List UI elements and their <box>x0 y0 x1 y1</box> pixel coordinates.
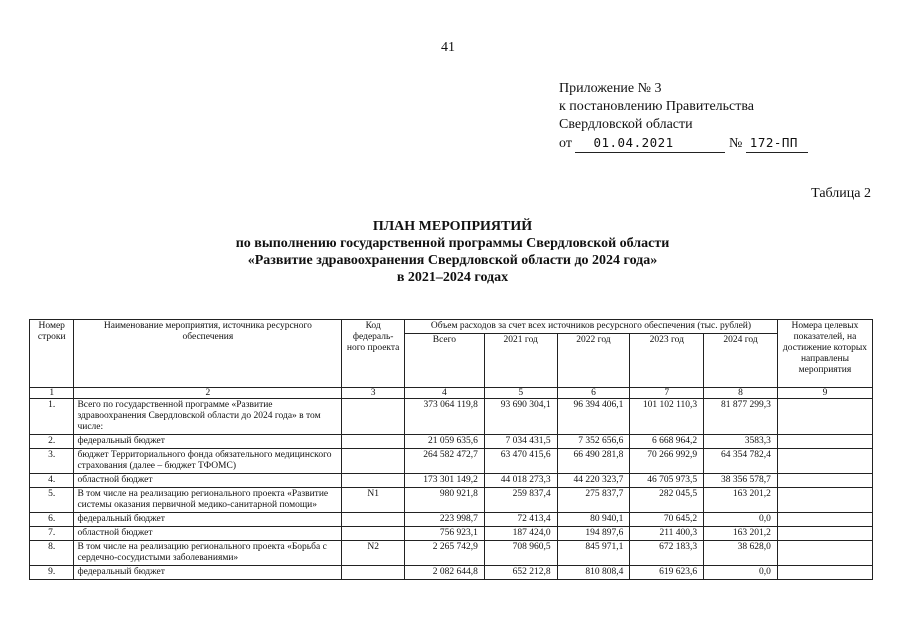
row-total: 2 082 644,8 <box>404 566 484 580</box>
title-line-2: по выполнению государственной программы Свердловской области <box>235 236 670 251</box>
row-2023: 282 045,5 <box>630 488 704 513</box>
column-number: 6 <box>557 388 630 399</box>
row-indicators <box>777 435 872 449</box>
row-name: Всего по государственной программе «Развитие здравоохранения Свердловской области до 2024 года» в том числе: <box>74 399 342 435</box>
row-2023: 70 266 992,9 <box>630 449 704 474</box>
appendix-line-1: Приложение № 3 <box>559 81 662 96</box>
row-total: 173 301 149,2 <box>404 474 484 488</box>
row-2024: 163 201,2 <box>704 527 778 541</box>
appendix-line-3: Свердловской области <box>559 117 693 132</box>
column-number: 1 <box>30 388 74 399</box>
appendix-line-2: к постановлению Правительства <box>559 99 755 114</box>
table-row <box>30 435 873 449</box>
header-2024: 2024 год <box>704 334 778 388</box>
row-code <box>342 527 405 541</box>
row-2023: 6 668 964,2 <box>630 435 704 449</box>
page-number: 41 <box>441 40 455 55</box>
row-name: федеральный бюджет <box>74 435 342 449</box>
row-2023: 672 183,3 <box>630 541 704 566</box>
row-2022: 275 837,7 <box>557 488 630 513</box>
header-row-number: Номер строки <box>30 320 74 388</box>
table-label: Таблица 2 <box>811 186 871 201</box>
row-2024: 163 201,2 <box>704 488 778 513</box>
row-indicators <box>777 488 872 513</box>
row-total: 21 059 635,6 <box>404 435 484 449</box>
row-2024: 0,0 <box>704 513 778 527</box>
table-row <box>30 474 873 488</box>
row-2024: 81 877 299,3 <box>704 399 778 435</box>
row-2022: 66 490 281,8 <box>557 449 630 474</box>
row-2021: 93 690 304,1 <box>484 399 557 435</box>
document-title <box>0 218 905 286</box>
row-2022: 44 220 323,7 <box>557 474 630 488</box>
row-total: 223 998,7 <box>404 513 484 527</box>
from-label: от <box>559 136 572 151</box>
table-row <box>30 449 873 474</box>
row-number: 9. <box>30 566 74 580</box>
table-row <box>30 399 873 435</box>
row-number: 1. <box>30 399 74 435</box>
row-indicators <box>777 527 872 541</box>
row-2024: 38 628,0 <box>704 541 778 566</box>
row-number: 3. <box>30 449 74 474</box>
title-line-1: ПЛАН МЕРОПРИЯТИЙ <box>372 219 533 234</box>
row-indicators <box>777 513 872 527</box>
row-2022: 96 394 406,1 <box>557 399 630 435</box>
row-number: 5. <box>30 488 74 513</box>
row-2023: 46 705 973,5 <box>630 474 704 488</box>
table-row <box>30 513 873 527</box>
table-row <box>30 527 873 541</box>
number-label: № <box>728 136 743 151</box>
table-row <box>30 488 873 513</box>
header-2021: 2021 год <box>484 334 557 388</box>
row-number: 4. <box>30 474 74 488</box>
row-2021: 187 424,0 <box>484 527 557 541</box>
row-code: N1 <box>342 488 405 513</box>
row-indicators <box>777 566 872 580</box>
row-name: областной бюджет <box>74 527 342 541</box>
row-2022: 845 971,1 <box>557 541 630 566</box>
row-2023: 619 623,6 <box>630 566 704 580</box>
row-total: 373 064 119,8 <box>404 399 484 435</box>
row-2024: 38 356 578,7 <box>704 474 778 488</box>
column-number: 9 <box>777 388 872 399</box>
header-name: Наименование мероприятия, источника ресурсного обеспечения <box>74 320 342 388</box>
row-name: областной бюджет <box>74 474 342 488</box>
row-indicators <box>777 449 872 474</box>
row-indicators <box>777 474 872 488</box>
row-total: 264 582 472,7 <box>404 449 484 474</box>
row-indicators <box>777 399 872 435</box>
row-code <box>342 513 405 527</box>
row-2021: 63 470 415,6 <box>484 449 557 474</box>
row-2021: 652 212,8 <box>484 566 557 580</box>
header-2022: 2022 год <box>557 334 630 388</box>
row-2024: 3583,3 <box>704 435 778 449</box>
row-code <box>342 435 405 449</box>
row-indicators <box>777 541 872 566</box>
column-number: 8 <box>704 388 778 399</box>
row-2022: 810 808,4 <box>557 566 630 580</box>
row-code <box>342 474 405 488</box>
row-name: федеральный бюджет <box>74 513 342 527</box>
row-2022: 7 352 656,6 <box>557 435 630 449</box>
row-total: 980 921,8 <box>404 488 484 513</box>
column-number-row <box>30 388 873 399</box>
column-number: 4 <box>404 388 484 399</box>
row-2023: 101 102 110,3 <box>630 399 704 435</box>
column-number: 7 <box>630 388 704 399</box>
header-indicators: Номера целевых показателей, на достижение которых направлены мероприятия <box>777 320 872 388</box>
row-2021: 259 837,4 <box>484 488 557 513</box>
row-code: N2 <box>342 541 405 566</box>
resolution-date: 01.04.2021 <box>575 134 725 153</box>
row-2022: 80 940,1 <box>557 513 630 527</box>
row-2023: 211 400,3 <box>630 527 704 541</box>
row-number: 2. <box>30 435 74 449</box>
row-2021: 7 034 431,5 <box>484 435 557 449</box>
row-name: В том числе на реализацию регионального проекта «Развитие системы оказания первичной медико-санитарной помощи» <box>74 488 342 513</box>
row-number: 6. <box>30 513 74 527</box>
row-number: 7. <box>30 527 74 541</box>
header-code: Код федераль-ного проекта <box>342 320 405 388</box>
row-code <box>342 449 405 474</box>
row-2023: 70 645,2 <box>630 513 704 527</box>
appendix-block <box>559 80 808 153</box>
header-total: Всего <box>404 334 484 388</box>
row-2021: 44 018 273,3 <box>484 474 557 488</box>
header-2023: 2023 год <box>630 334 704 388</box>
row-2022: 194 897,6 <box>557 527 630 541</box>
column-number: 5 <box>484 388 557 399</box>
row-2024: 0,0 <box>704 566 778 580</box>
row-number: 8. <box>30 541 74 566</box>
column-number: 2 <box>74 388 342 399</box>
resolution-number: 172-ПП <box>746 134 808 153</box>
header-volume: Объем расходов за счет всех источников ресурсного обеспечения (тыс. рублей) <box>404 320 777 334</box>
row-code <box>342 399 405 435</box>
row-name: В том числе на реализацию регионального проекта «Борьба с сердечно-сосудистыми заболеваниями» <box>74 541 342 566</box>
appendix-date-line <box>559 134 808 153</box>
row-name: федеральный бюджет <box>74 566 342 580</box>
row-total: 2 265 742,9 <box>404 541 484 566</box>
row-total: 756 923,1 <box>404 527 484 541</box>
row-2024: 64 354 782,4 <box>704 449 778 474</box>
row-2021: 72 413,4 <box>484 513 557 527</box>
row-code <box>342 566 405 580</box>
row-name: бюджет Территориального фонда обязательного медицинского страхования (далее – бюджет ТФОМС) <box>74 449 342 474</box>
table-row <box>30 541 873 566</box>
title-line-3: «Развитие здравоохранения Свердловской области до 2024 года» <box>247 253 658 268</box>
plan-table <box>29 319 873 580</box>
row-2021: 708 960,5 <box>484 541 557 566</box>
table-row <box>30 566 873 580</box>
column-number: 3 <box>342 388 405 399</box>
title-line-4: в 2021–2024 годах <box>396 270 509 285</box>
